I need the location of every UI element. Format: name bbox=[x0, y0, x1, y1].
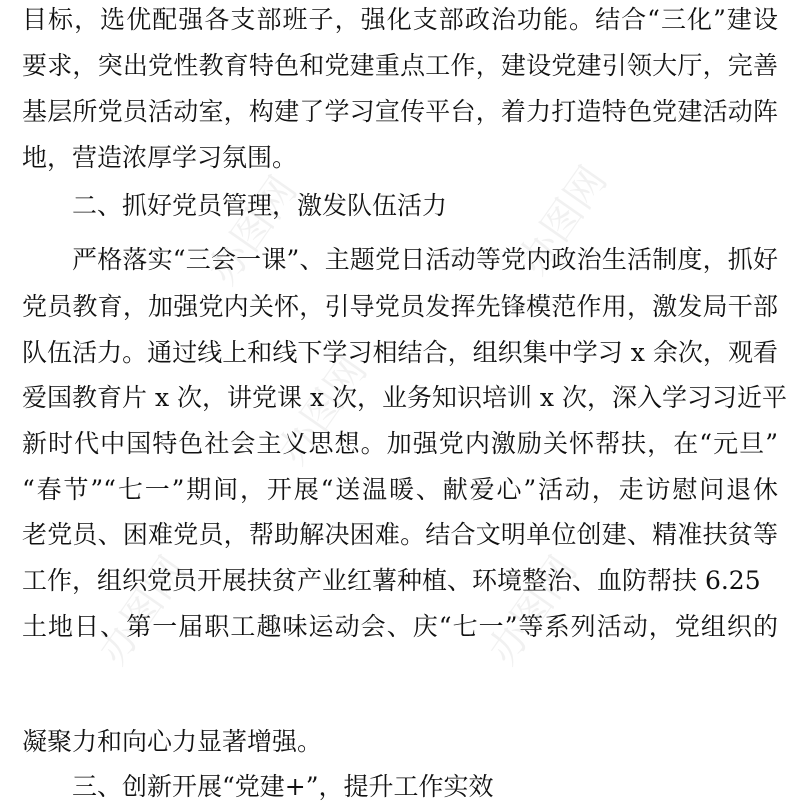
paragraph-line: “春节”“七一”期间，开展“送温暖、献爱心”活动，走访慰问退休 bbox=[22, 475, 778, 504]
paragraph-line: 严格落实“三会一课”、主题党日活动等党内政治生活制度，抓好 bbox=[72, 245, 778, 274]
paragraph-line: 要求，突出党性教育特色和党建重点工作，建设党建引领大厅，完善 bbox=[22, 51, 778, 80]
section-heading: 三、创新开展“党建+”，提升工作实效 bbox=[72, 772, 494, 801]
paragraph-line: 目标，选优配强各支部班子，强化支部政治功能。结合“三化”建设 bbox=[22, 5, 778, 34]
paragraph-line: 爱国教育片 x 次，讲党课 x 次，业务知识培训 x 次，深入学习习近平 bbox=[22, 383, 787, 412]
paragraph-line: 工作，组织党员开展扶贫产业红薯种植、环境整治、血防帮扶 6.25 bbox=[22, 566, 761, 595]
paragraph-line: 党员教育，加强党内关怀，引导党员发挥先锋模范作用，激发局干部 bbox=[22, 292, 778, 321]
paragraph-line: 地，营造浓厚学习氛围。 bbox=[22, 143, 298, 172]
paragraph-line: 基层所党员活动室，构建了学习宣传平台，着力打造特色党建活动阵 bbox=[22, 97, 778, 126]
paragraph-line: 土地日、第一届职工趣味运动会、庆“七一”等系列活动，党组织的 bbox=[22, 612, 778, 641]
section-heading: 二、抓好党员管理，激发队伍活力 bbox=[72, 191, 448, 220]
paragraph-line: 队伍活力。通过线上和线下学习相结合，组织集中学习 x 余次，观看 bbox=[22, 338, 778, 367]
paragraph-line: 新时代中国特色社会主义思想。加强党内激励关怀帮扶，在“元旦” bbox=[22, 429, 778, 458]
paragraph-line: 凝聚力和向心力显著增强。 bbox=[22, 727, 323, 756]
paragraph-line: 老党员、困难党员，帮助解决困难。结合文明单位创建、精准扶贫等 bbox=[22, 520, 778, 549]
